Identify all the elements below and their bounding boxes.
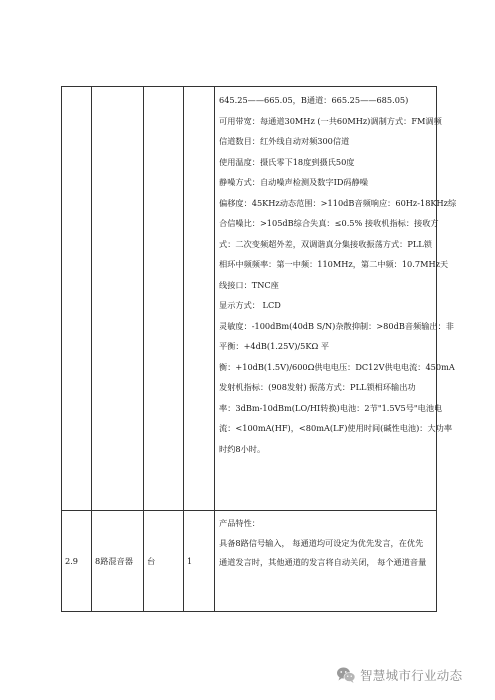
spec-line: 灵敏度：-100dBm(40dB S/N)杂散抑制：>80dB音频输出：非: [219, 320, 454, 331]
watermark-text: 智慧城市行业动态: [360, 668, 463, 683]
spec-line: 发射机指标：(908发射) 振荡方式：PLL锁相环输出功: [219, 382, 416, 392]
spec-line: 平衡：+4dB(1.25V)/5KΩ 平: [219, 341, 330, 351]
spec-line: 使用温度：摄氏零下18度到摄氏50度: [219, 156, 355, 167]
spec-line: 率：3dBm-10dBm(LO/HI转换)电池：2节"1.5V5号"电池电: [219, 402, 443, 413]
table-row: [62, 87, 437, 511]
spec-line: 相环中频频率：第一中频：110MHz，第二中频：10.7MHz天: [219, 259, 449, 269]
name-cell: 8路混音器: [92, 511, 144, 612]
spec-line: 偏移度：45KHz动态范围：>110dB音频响应：60Hz-18KHz综: [219, 197, 457, 208]
unit-cell: [144, 87, 184, 511]
spec-table: [61, 86, 457, 612]
watermark: [336, 664, 462, 686]
spec-text: [215, 511, 436, 573]
spec-line: 式：二次变频超外差，双调谐真分集接收振荡方式：PLL锁: [219, 238, 432, 249]
spec-cell: [215, 87, 457, 511]
spec-text: [215, 87, 457, 459]
spec-line: 具备8路信号输入， 每通道均可设定为优先发言，在优先: [219, 537, 424, 548]
index-cell: 2.9: [62, 511, 92, 612]
spec-line: 合信噪比：>105dB综合失真：≤0.5% 接收机指标：接收方: [219, 218, 439, 228]
wechat-icon: [336, 666, 356, 684]
table-row: [62, 511, 437, 612]
spec-line: 通道发言时，其他通道的发言将自动关闭， 每个通道音量: [219, 557, 427, 567]
spec-line: 静噪方式：自动噪声检测及数字ID码静噪: [219, 177, 368, 187]
qty-cell: [184, 87, 215, 511]
spec-line: 可用带宽：每通道30MHz (一共60MHz)调制方式：FM调频: [219, 115, 442, 126]
spec-line: 645.25——665.05，B通道：665.25——685.05): [219, 95, 409, 105]
qty-cell: 1: [184, 511, 215, 612]
spec-line: 衡：+10dB(1.5V)/600Ω供电电压：DC12V供电电流：450mA: [219, 361, 455, 372]
spec-cell: [215, 511, 437, 612]
name-cell: [92, 87, 144, 511]
spec-line: 产品特性：: [219, 518, 260, 528]
spec-line: 显示方式： LCD: [219, 300, 281, 310]
spec-line: 流：<100mA(HF)，<80mA(LF)使用时间(碱性电池)：大功率: [219, 423, 453, 433]
unit-cell: 台: [144, 511, 184, 612]
spec-line: 信道数目：红外线自动对频300信道: [219, 136, 350, 146]
spec-line: 线接口：TNC座: [219, 279, 279, 290]
spec-line: 时约8小时。: [219, 443, 266, 454]
index-cell: [62, 87, 92, 511]
